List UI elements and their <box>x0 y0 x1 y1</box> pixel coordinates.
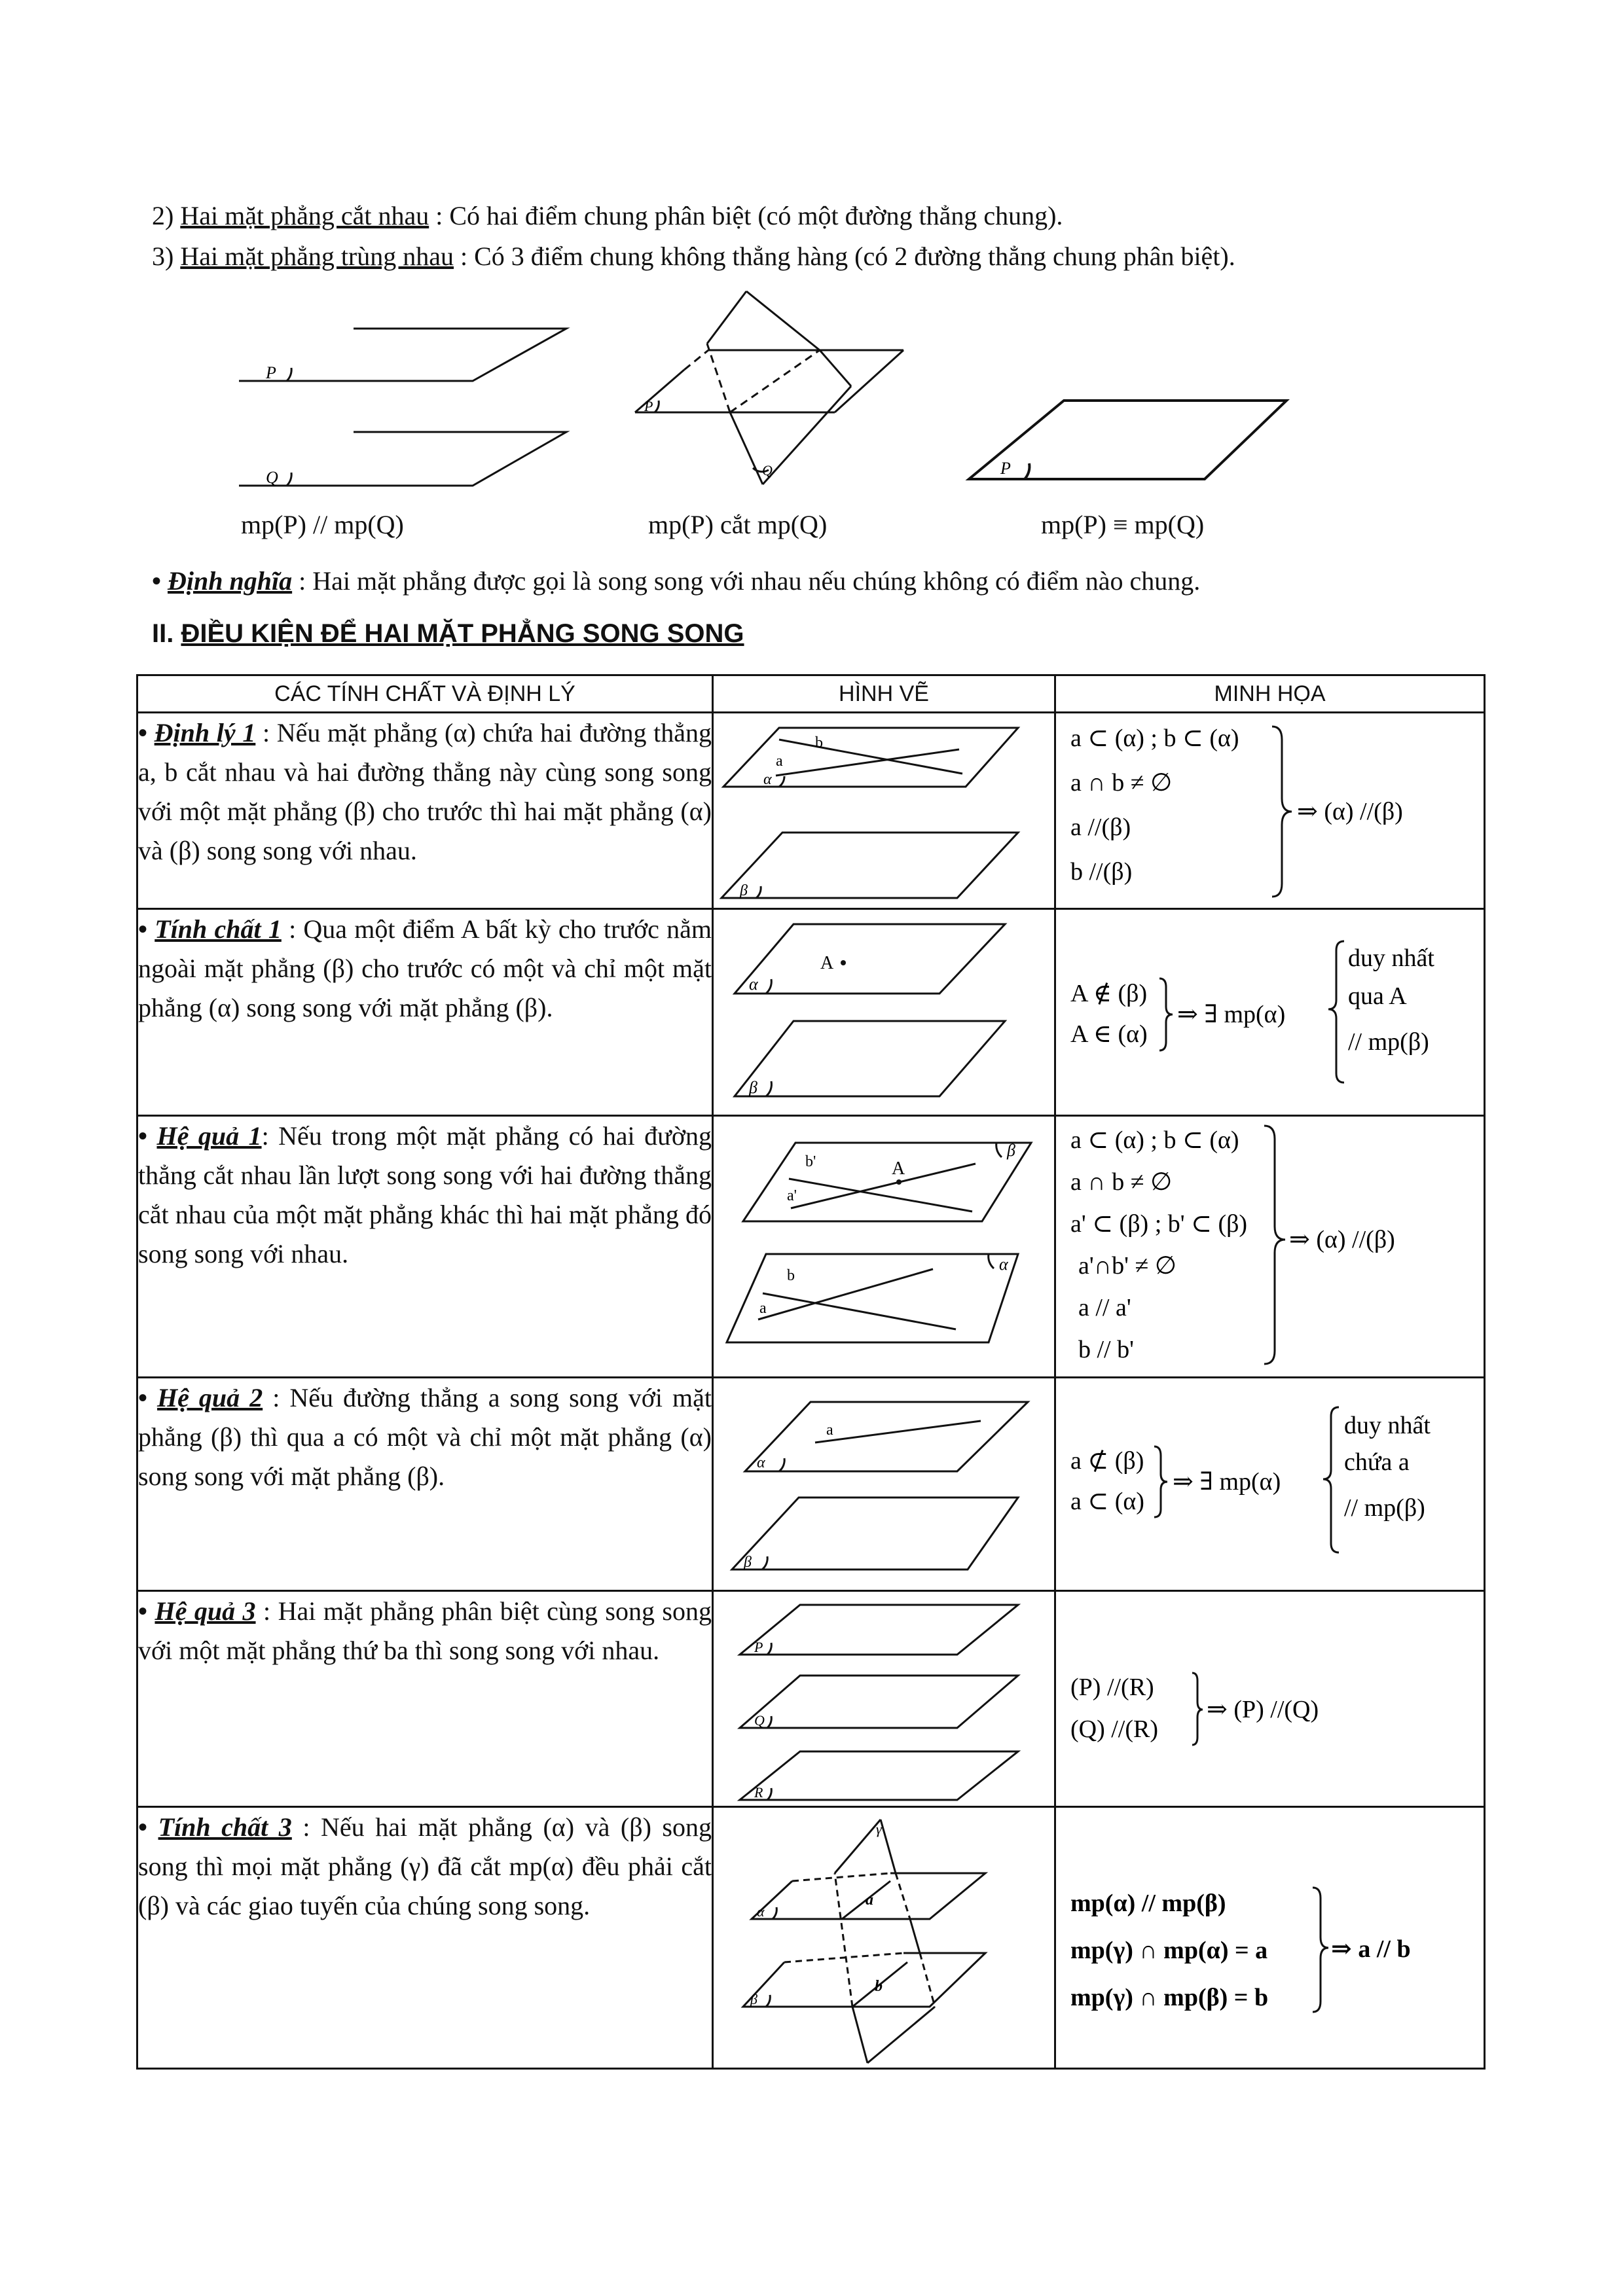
row-1-text: • Định lý 1 : Nếu mặt phẳng (α) chứa hai đường thẳng a, b cắt nhau và hai đường thẳng này cùng song song với một mặt phẳng (β) cho trước thì hai mặt phẳng (α) và (β) song song với nhau. <box>137 713 713 909</box>
row-3-illustration <box>1055 1116 1485 1378</box>
row-2-figure <box>713 909 1055 1116</box>
plane-p-label-5: P <box>754 1639 763 1655</box>
plane-q-label: Q <box>266 468 278 487</box>
illus-2-line-2: A ∈ (α) <box>1070 1020 1148 1048</box>
row-1-term: Định lý 1 <box>154 718 256 747</box>
header-illustration: MINH HỌA <box>1055 675 1485 713</box>
illus-4-right-2: chứa a <box>1344 1448 1410 1476</box>
row-2-term: Tính chất 1 <box>155 914 282 944</box>
illus-3-brace <box>1264 1126 1285 1364</box>
illus-2-right-3: // mp(β) <box>1348 1028 1429 1056</box>
plane-p-outline <box>239 329 566 381</box>
plane-q-label-2: Q <box>762 462 773 478</box>
illustration-corollary-2 <box>1056 1378 1482 1588</box>
row-5-text: • Hệ quả 3 : Hai mặt phẳng phân biệt cùng song song với một mặt phẳng thứ ba thì song song với nhau. <box>137 1591 713 1807</box>
table-row <box>137 1591 1485 1807</box>
table-row <box>137 1116 1485 1378</box>
plane-beta-label-2: β <box>749 1078 757 1097</box>
row-4-term: Hệ quả 2 <box>157 1383 263 1412</box>
row-6-text: • Tính chất 3 : Nếu hai mặt phẳng (α) và (β) song song thì mọi mặt phẳng (γ) đã cắt mp(α) đều phải cắt (β) và các giao tuyến của chúng song song. <box>137 1807 713 2069</box>
properties-table <box>136 674 1486 2070</box>
row-1-illustration <box>1055 713 1485 909</box>
plane-alpha-label: α <box>763 771 772 788</box>
illus-6-line-1: mp(α) // mp(β) <box>1070 1890 1226 1917</box>
plane-alpha-label-6: α <box>757 1903 765 1920</box>
plane-beta-label-4: β <box>744 1554 752 1571</box>
caption-intersect: mp(P) cắt mp(Q) <box>648 510 828 539</box>
table-row <box>137 1807 1485 2069</box>
figure-corollary-3 <box>714 1592 1054 1804</box>
illustration-theorem-1 <box>1056 713 1482 906</box>
row-4-text: • Hệ quả 2 : Nếu đường thẳng a song song với mặt phẳng (β) thì qua a có một và chỉ một mặt phẳng (α) song song với mặt phẳng (β). <box>137 1378 713 1591</box>
plane-gamma-label-6: γ <box>876 1821 882 1837</box>
plane-p-angle <box>287 368 291 381</box>
illus-5-brace <box>1192 1673 1203 1745</box>
section-number: II. <box>152 619 181 648</box>
row-2-text: • Tính chất 1 : Qua một điểm A bất kỳ cho trước nằm ngoài mặt phẳng (β) cho trước có một và chỉ một mặt phẳng (α) song song với mặt phẳng (β). <box>137 909 713 1116</box>
illustration-corollary-1 <box>1056 1117 1482 1374</box>
illus-3-result: ⇒ (α) //(β) <box>1289 1226 1395 1253</box>
section-title: ĐIỀU KIỆN ĐỂ HAI MẶT PHẲNG SONG SONG <box>181 619 744 648</box>
row-3-body: : Nếu trong một mặt phẳng có hai đường thẳng cắt nhau lần lượt song song với hai đường thẳng cắt nhau của một mặt phẳng khác thì hai mặt phẳng đó song song với nhau. <box>138 1121 712 1268</box>
illus-6-line-2: mp(γ) ∩ mp(α) = a <box>1070 1937 1268 1964</box>
illus-1-line-2: a ∩ b ≠ ∅ <box>1070 769 1173 797</box>
illus-2-right-2: qua A <box>1348 982 1407 1010</box>
illus-3-line-6: b // b' <box>1078 1336 1134 1363</box>
line-a1-label: a' <box>787 1187 797 1204</box>
line-a-label-3: a <box>759 1300 767 1317</box>
illus-6-brace <box>1313 1888 1328 2012</box>
figure-corollary-2 <box>714 1378 1054 1588</box>
point-a <box>841 960 846 965</box>
point-a-label: A <box>820 953 834 973</box>
illus-6-result: ⇒ a // b <box>1331 1935 1411 1963</box>
intro-line-2-prefix: 2) <box>152 201 181 230</box>
figure-corollary-1 <box>714 1117 1054 1374</box>
definition-bullet: • <box>152 566 162 596</box>
row-5-figure <box>713 1591 1055 1807</box>
figure-parallel-planes <box>223 308 615 504</box>
figure-intersecting-planes <box>622 281 917 497</box>
intro-line-3 <box>152 241 1235 272</box>
illus-4-brace-right <box>1323 1407 1339 1552</box>
illus-2-line-1: A ∉ (β) <box>1070 980 1148 1007</box>
plane-beta-label-3: β <box>1007 1141 1015 1160</box>
line-a-label: a <box>776 753 783 770</box>
line-a-label-6: a <box>866 1892 873 1909</box>
illus-2-brace-right <box>1328 941 1344 1083</box>
illus-4-brace-left <box>1154 1446 1167 1517</box>
plane-q-angle <box>287 473 291 486</box>
illus-4-right-1: duy nhất <box>1344 1412 1431 1439</box>
illus-1-line-3: a //(β) <box>1070 814 1131 841</box>
row-3-figure <box>713 1116 1055 1378</box>
illus-1-line-1: a ⊂ (α) ; b ⊂ (α) <box>1070 725 1239 752</box>
intro-line-2 <box>152 200 1063 231</box>
intro-line-2-term: Hai mặt phẳng cắt nhau <box>180 201 429 230</box>
illus-3-line-1: a ⊂ (α) ; b ⊂ (α) <box>1070 1126 1239 1154</box>
illustration-property-3 <box>1056 1808 1482 2066</box>
intro-line-3-term: Hai mặt phẳng trùng nhau <box>180 242 454 271</box>
point-a-label-3: A <box>892 1158 905 1179</box>
plane-r-label-5: R <box>754 1784 763 1801</box>
illus-2-mid: ⇒ ∃ mp(α) <box>1177 1001 1286 1028</box>
caption-coincide: mp(P) ≡ mp(Q) <box>1041 510 1205 539</box>
row-3-term: Hệ quả 1 <box>156 1121 262 1151</box>
illus-3-line-3: a' ⊂ (β) ; b' ⊂ (β) <box>1070 1210 1248 1238</box>
illus-1-line-4: b //(β) <box>1070 858 1133 886</box>
row-6-illustration <box>1055 1807 1485 2069</box>
header-properties: CÁC TÍNH CHẤT VÀ ĐỊNH LÝ <box>137 675 713 713</box>
table-row <box>137 1378 1485 1591</box>
row-2-body: : Qua một điểm A bất kỳ cho trước nằm ngoài mặt phẳng (β) cho trước có một và chỉ một mặt phẳng (α) song song với mặt phẳng (β). <box>138 914 712 1022</box>
row-1-body: : Nếu mặt phẳng (α) chứa hai đường thẳng a, b cắt nhau và hai đường thẳng này cùng song song với một mặt phẳng (β) cho trước thì hai mặt phẳng (α) và (β) song song với nhau. <box>138 718 712 865</box>
row-3-text: • Hệ quả 1: Nếu trong một mặt phẳng có hai đường thẳng cắt nhau lần lượt song song với hai đường thẳng cắt nhau của một mặt phẳng khác thì hai mặt phẳng đó song song với nhau. <box>137 1116 713 1378</box>
row-2-illustration <box>1055 909 1485 1116</box>
line-b1-label: b' <box>805 1153 816 1170</box>
section-heading <box>152 619 744 649</box>
illustration-property-1 <box>1056 910 1482 1113</box>
row-6-body: : Nếu hai mặt phẳng (α) và (β) song song thì mọi mặt phẳng (γ) đã cắt mp(α) đều phải cắt (β) và các giao tuyến của chúng song song. <box>138 1812 712 1920</box>
row-5-body: : Hai mặt phẳng phân biệt cùng song song với một mặt phẳng thứ ba thì song song với nhau. <box>138 1596 712 1665</box>
illus-3-line-5: a // a' <box>1078 1294 1131 1321</box>
header-figure: HÌNH VẼ <box>713 675 1055 713</box>
illus-5-line-1: (P) //(R) <box>1070 1674 1154 1701</box>
intro-line-3-text: : Có 3 điểm chung không thẳng hàng (có 2 đường thẳng chung phân biệt). <box>454 242 1235 271</box>
line-b-label-6: b <box>875 1978 883 1995</box>
plane-q-label-5: Q <box>754 1712 765 1729</box>
line-b-label: b <box>815 734 823 751</box>
line-a-label-4: a <box>826 1422 833 1439</box>
figure-coincident-planes <box>962 386 1296 491</box>
illus-1-result: ⇒ (α) //(β) <box>1297 798 1403 825</box>
plane-alpha-label-2: α <box>749 975 758 994</box>
plane-alpha-label-4: α <box>757 1454 765 1471</box>
line-b-label-3: b <box>787 1267 795 1284</box>
caption-parallel: mp(P) // mp(Q) <box>241 510 404 539</box>
row-6-term: Tính chất 3 <box>158 1812 292 1842</box>
figure-theorem-1 <box>714 713 1054 906</box>
plane-p-label-2: P <box>644 398 653 414</box>
row-5-term: Hệ quả 3 <box>155 1596 256 1626</box>
illus-3-line-4: a'∩b' ≠ ∅ <box>1078 1252 1176 1280</box>
row-4-figure <box>713 1378 1055 1591</box>
row-1-figure <box>713 713 1055 909</box>
illus-1-brace <box>1272 726 1292 897</box>
table-row <box>137 713 1485 909</box>
definition <box>152 565 1200 596</box>
plane-alpha-label-3: α <box>999 1255 1008 1274</box>
definition-text: : Hai mặt phẳng được gọi là song song với nhau nếu chúng không có điểm nào chung. <box>292 566 1201 596</box>
intro-line-2-text: : Có hai điểm chung phân biệt (có một đường thẳng chung). <box>429 201 1063 230</box>
illus-3-line-2: a ∩ b ≠ ∅ <box>1070 1168 1173 1196</box>
illus-5-line-2: (Q) //(R) <box>1070 1715 1159 1743</box>
table-header-row <box>137 675 1485 713</box>
intro-line-3-prefix: 3) <box>152 242 181 271</box>
row-6-figure <box>713 1807 1055 2069</box>
row-4-illustration <box>1055 1378 1485 1591</box>
table-row <box>137 909 1485 1116</box>
illus-4-line-2: a ⊂ (α) <box>1070 1488 1144 1515</box>
illustration-corollary-3 <box>1056 1592 1482 1804</box>
figure-property-3 <box>714 1808 1054 2066</box>
figure-property-1 <box>714 910 1054 1113</box>
illus-5-result: ⇒ (P) //(Q) <box>1207 1696 1319 1723</box>
illus-2-right-1: duy nhất <box>1348 944 1434 972</box>
illus-2-brace-left <box>1159 978 1173 1050</box>
illus-4-right-3: // mp(β) <box>1344 1494 1425 1522</box>
definition-term: Định nghĩa <box>168 566 293 596</box>
row-5-illustration <box>1055 1591 1485 1807</box>
illus-6-line-3: mp(γ) ∩ mp(β) = b <box>1070 1984 1269 2011</box>
plane-p-label-3: P <box>1000 459 1011 478</box>
plane-beta-label-6: β <box>750 1991 757 2007</box>
row-4-body: : Nếu đường thẳng a song song với mặt phẳng (β) thì qua a có một và chỉ một mặt phẳng (α) song song với mặt phẳng (β). <box>138 1383 712 1491</box>
plane-q-outline <box>239 432 566 486</box>
illus-4-line-1: a ⊄ (β) <box>1070 1447 1144 1475</box>
plane-beta-label: β <box>740 882 748 899</box>
illus-4-mid: ⇒ ∃ mp(α) <box>1173 1468 1281 1496</box>
plane-p-label: P <box>266 363 276 382</box>
